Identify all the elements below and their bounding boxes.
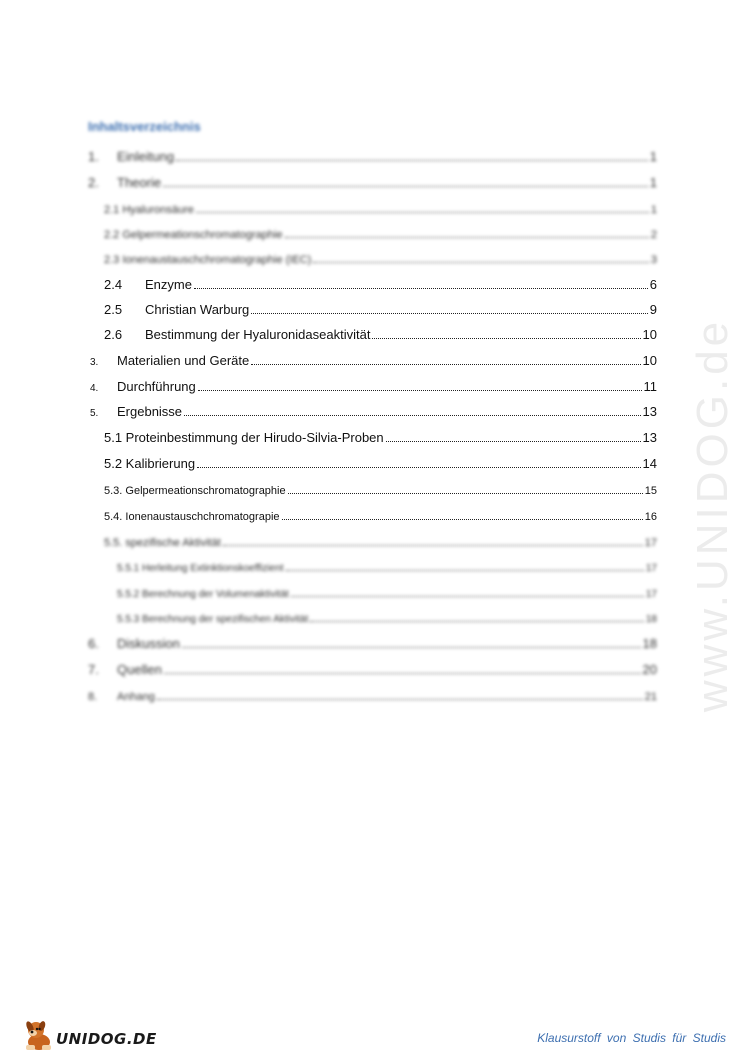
toc-entry-label: 5.3. Gelpermeationschromatographie (104, 485, 286, 497)
toc-entry-number: 1. (88, 149, 99, 164)
toc-entry-label: 5.2 Kalibrierung (104, 456, 196, 471)
toc-entry[interactable] (0, 221, 750, 243)
watermark: www.UNIDOG.de (688, 317, 737, 713)
toc-entry[interactable] (0, 170, 750, 192)
toc-dot-leader (251, 313, 647, 314)
toc-entry-label: Theorie (117, 175, 162, 190)
toc-dot-leader (196, 212, 649, 213)
toc-entry-number: 3. (90, 357, 99, 368)
toc-entry-label: Christian Warburg (145, 302, 250, 317)
toc-entry-label: Bestimmung der Hyaluronidaseaktivität (145, 327, 371, 342)
toc-entry-label: Einleitung (117, 149, 175, 164)
toc-entry-page-number: 6 (649, 277, 657, 292)
dog-mascot-icon (22, 1018, 54, 1052)
toc-entry-page-number: 20 (642, 662, 657, 677)
toc-entry[interactable] (0, 399, 750, 421)
toc-entry[interactable] (0, 322, 750, 344)
toc-entry-number: 6. (88, 636, 99, 651)
toc-entry[interactable] (0, 348, 750, 370)
toc-entry-page-number: 13 (642, 430, 657, 445)
toc-entry-label: 5.5.3 Berechnung der spezifischen Aktivität (117, 614, 309, 625)
toc-dot-leader (157, 699, 643, 700)
toc-dot-leader (372, 338, 640, 339)
footer-tagline: Klausurstoff von Studis für Studis (537, 1031, 726, 1045)
toc-entry-number: 8. (88, 691, 98, 703)
toc-title: Inhaltsverzeichnis (88, 119, 201, 134)
logo-text: UNIDOG.DE (56, 1030, 157, 1048)
toc-dot-leader (164, 673, 641, 674)
toc-entry-label: 5.5.1 Herleitung Extinktionskoeffizient (117, 563, 284, 574)
toc-entry-number: 7. (88, 662, 99, 677)
toc-entry[interactable] (0, 503, 750, 525)
toc-entry[interactable] (0, 451, 750, 473)
toc-entry-label: 5.5. spezifische Aktivität (104, 537, 221, 549)
toc-entry-number: 2. (88, 175, 99, 190)
toc-entry-page-number: 17 (645, 563, 657, 574)
toc-entry-page-number: 1 (649, 175, 657, 190)
toc-entry-page-number: 1 (649, 149, 657, 164)
toc-dot-leader (251, 364, 640, 365)
toc-entry-label: 2.3 Ionenaustauschchromatographie (IEC) (104, 254, 312, 266)
toc-entry[interactable] (0, 144, 750, 166)
toc-entry[interactable] (0, 246, 750, 268)
toc-entry-page-number: 21 (644, 691, 657, 703)
toc-entry-label: 5.1 Proteinbestimmung der Hirudo-Silvia-Proben (104, 430, 384, 445)
toc-dot-leader (313, 262, 649, 263)
toc-entry-page-number: 3 (650, 254, 657, 266)
toc-entry-label: 2.1 Hyaluronsäure (104, 204, 194, 216)
toc-entry-label: Materialien und Geräte (117, 353, 250, 368)
toc-entry-number: 2.5 (104, 302, 123, 317)
toc-dot-leader (282, 519, 643, 520)
toc-entry-page-number: 13 (642, 404, 657, 419)
toc-entry-label: Durchführung (117, 379, 196, 394)
toc-entry-page-number: 10 (642, 353, 657, 368)
toc-entry[interactable] (0, 605, 750, 627)
toc-dot-leader (288, 493, 643, 494)
toc-entry-label: 2.2 Gelpermeationschromatographie (104, 229, 283, 241)
toc-entry-label: Anhang (117, 691, 155, 703)
toc-dot-leader (197, 467, 640, 468)
toc-entry-page-number: 1 (650, 204, 657, 216)
toc-dot-leader (310, 621, 644, 622)
toc-entry-page-number: 17 (645, 589, 657, 600)
toc-entry-number: 2.4 (104, 277, 123, 292)
toc-dot-leader (163, 186, 648, 187)
toc-entry[interactable] (0, 477, 750, 499)
toc-entry[interactable] (0, 580, 750, 602)
toc-entry-page-number: 18 (645, 614, 657, 625)
toc-entry[interactable] (0, 657, 750, 679)
toc-dot-leader (184, 415, 640, 416)
toc-entry-number: 5. (90, 408, 99, 419)
toc-entry-label: Ergebnisse (117, 404, 183, 419)
toc-entry[interactable] (0, 374, 750, 396)
toc-dot-leader (285, 237, 649, 238)
toc-entry[interactable] (0, 529, 750, 551)
toc-dot-leader (286, 570, 644, 571)
toc-entry-label: 5.5.2 Berechnung der Volumenaktivität (117, 589, 289, 600)
toc-entry-page-number: 11 (643, 379, 657, 394)
toc-entry-page-number: 16 (644, 511, 657, 523)
toc-entry[interactable] (0, 425, 750, 447)
toc-entry-page-number: 10 (642, 327, 657, 342)
toc-entry[interactable] (0, 683, 750, 705)
toc-dot-leader (291, 596, 644, 597)
toc-entry-page-number: 9 (649, 302, 657, 317)
toc-dot-leader (182, 647, 641, 648)
toc-entry-label: 5.4. Ionenaustauschchromatograpie (104, 511, 280, 523)
toc-entry-page-number: 15 (644, 485, 657, 497)
toc-dot-leader (198, 390, 642, 391)
toc-entry-label: Diskussion (117, 636, 180, 651)
toc-dot-leader (223, 545, 643, 546)
toc-entry-label: Enzyme (145, 277, 192, 292)
toc-entry[interactable] (0, 272, 750, 294)
toc-entry[interactable] (0, 554, 750, 576)
unidog-logo[interactable] (22, 1016, 157, 1052)
toc-dot-leader (386, 441, 641, 442)
toc-entry[interactable] (0, 631, 750, 653)
toc-entry[interactable] (0, 297, 750, 319)
toc-dot-leader (194, 288, 648, 289)
toc-entry-page-number: 17 (644, 537, 657, 549)
toc-entry-number: 2.6 (104, 327, 123, 342)
toc-entry-number: 4. (90, 383, 99, 394)
toc-entry-page-number: 2 (650, 229, 657, 241)
toc-entry-label: Quellen (117, 662, 162, 677)
toc-entry-page-number: 14 (642, 456, 657, 471)
toc-entry-page-number: 18 (642, 636, 657, 651)
toc-dot-leader (176, 160, 648, 161)
toc-entry[interactable] (0, 196, 750, 218)
